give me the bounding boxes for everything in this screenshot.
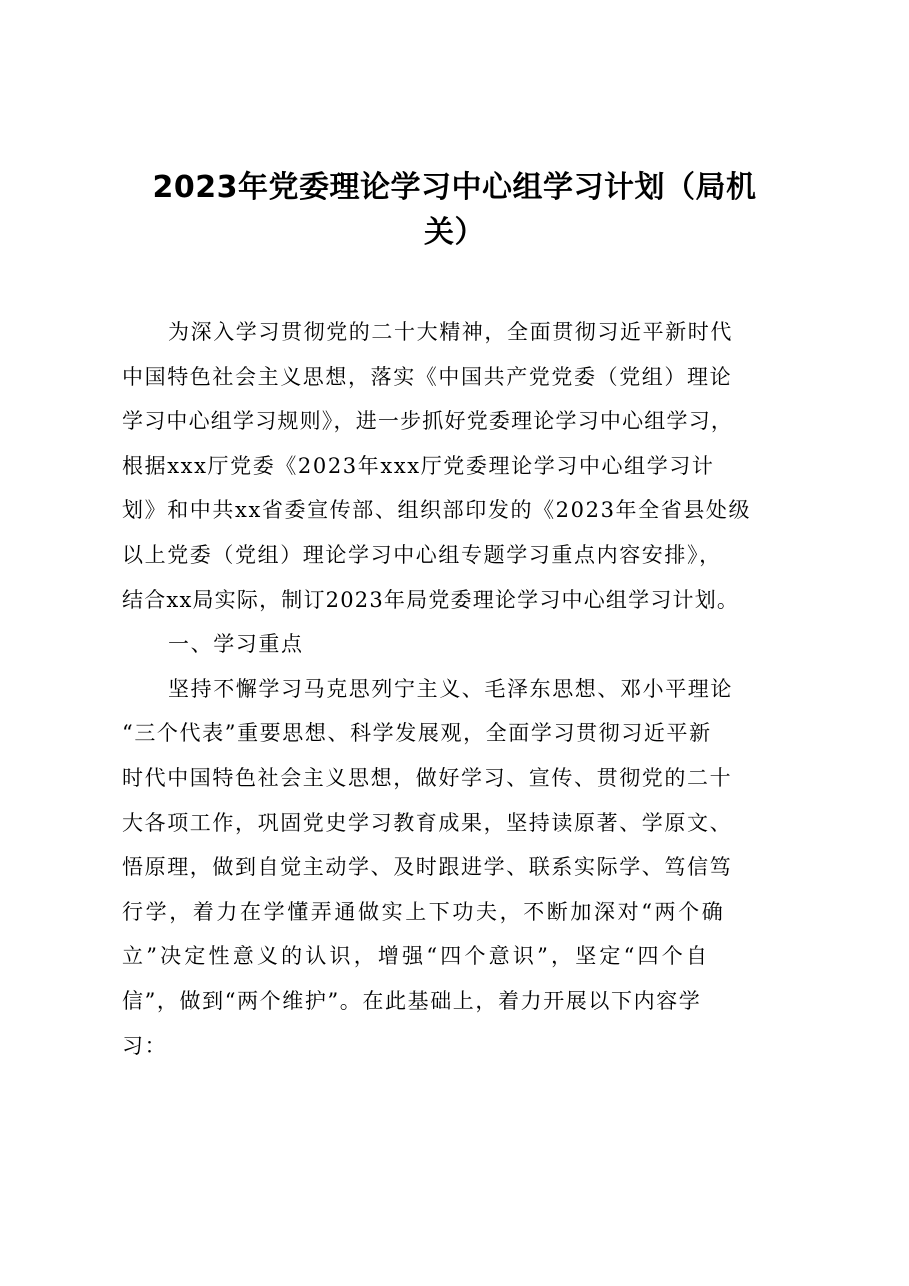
title-line-2: 关） bbox=[424, 214, 485, 250]
paragraph-line: 坚持不懈学习马克思列宁主义、毛泽东思想、邓小平理论 bbox=[168, 676, 733, 701]
paragraph-intro bbox=[122, 310, 798, 622]
paragraph-line: 结合xx局实际，制订2023年局党委理论学习中心组学习计划。 bbox=[122, 587, 740, 612]
paragraph-line: 立”决定性意义的认识，增强“四个意识”，坚定“四个自 bbox=[122, 944, 711, 969]
paragraph-line: 学习中心组学习规则》，进一步抓好党委理论学习中心组学习， bbox=[122, 409, 734, 434]
paragraph-line: 信”，做到“两个维护”。在此基础上，着力开展以下内容学 bbox=[122, 988, 702, 1013]
paragraph-line: “三个代表”重要思想、科学发展观，全面学习贯彻习近平新 bbox=[122, 721, 712, 746]
document-title bbox=[150, 166, 759, 255]
paragraph-line: 为深入学习贯彻党的二十大精神，全面贯彻习近平新时代 bbox=[168, 320, 733, 344]
paragraph-line: 时代中国特色社会主义思想，做好学习、宣传、贯彻党的二十 bbox=[122, 765, 733, 790]
paragraph-line: 中国特色社会主义思想，落实《中国共产党党委（党组）理论 bbox=[122, 364, 733, 389]
paragraph-study-focus bbox=[122, 667, 798, 1068]
section-heading: 一、学习重点 bbox=[168, 632, 304, 657]
paragraph-line: 大各项工作，巩固党史学习教育成果，坚持读原著、学原文、 bbox=[122, 810, 733, 835]
paragraph-line: 行学，着力在学懂弄通做实上下功夫，不断加深对“两个确 bbox=[122, 899, 726, 924]
paragraph-line: 习： bbox=[122, 1033, 168, 1058]
paragraph-line: 根据xxx厅党委《2023年xxx厅党委理论学习中心组学习计 bbox=[122, 453, 715, 478]
paragraph-line: 以上党委（党组）理论学习中心组专题学习重点内容安排》， bbox=[122, 542, 722, 567]
document-body bbox=[122, 310, 798, 1068]
title-line-1: 2023年党委理论学习中心组学习计划（局机 bbox=[152, 170, 757, 205]
paragraph-line: 悟原理，做到自觉主动学、及时跟进学、联系实际学、笃信笃 bbox=[122, 855, 733, 880]
paragraph-line: 划》和中共xx省委宣传部、组织部印发的《2023年全省县处级 bbox=[122, 498, 752, 523]
